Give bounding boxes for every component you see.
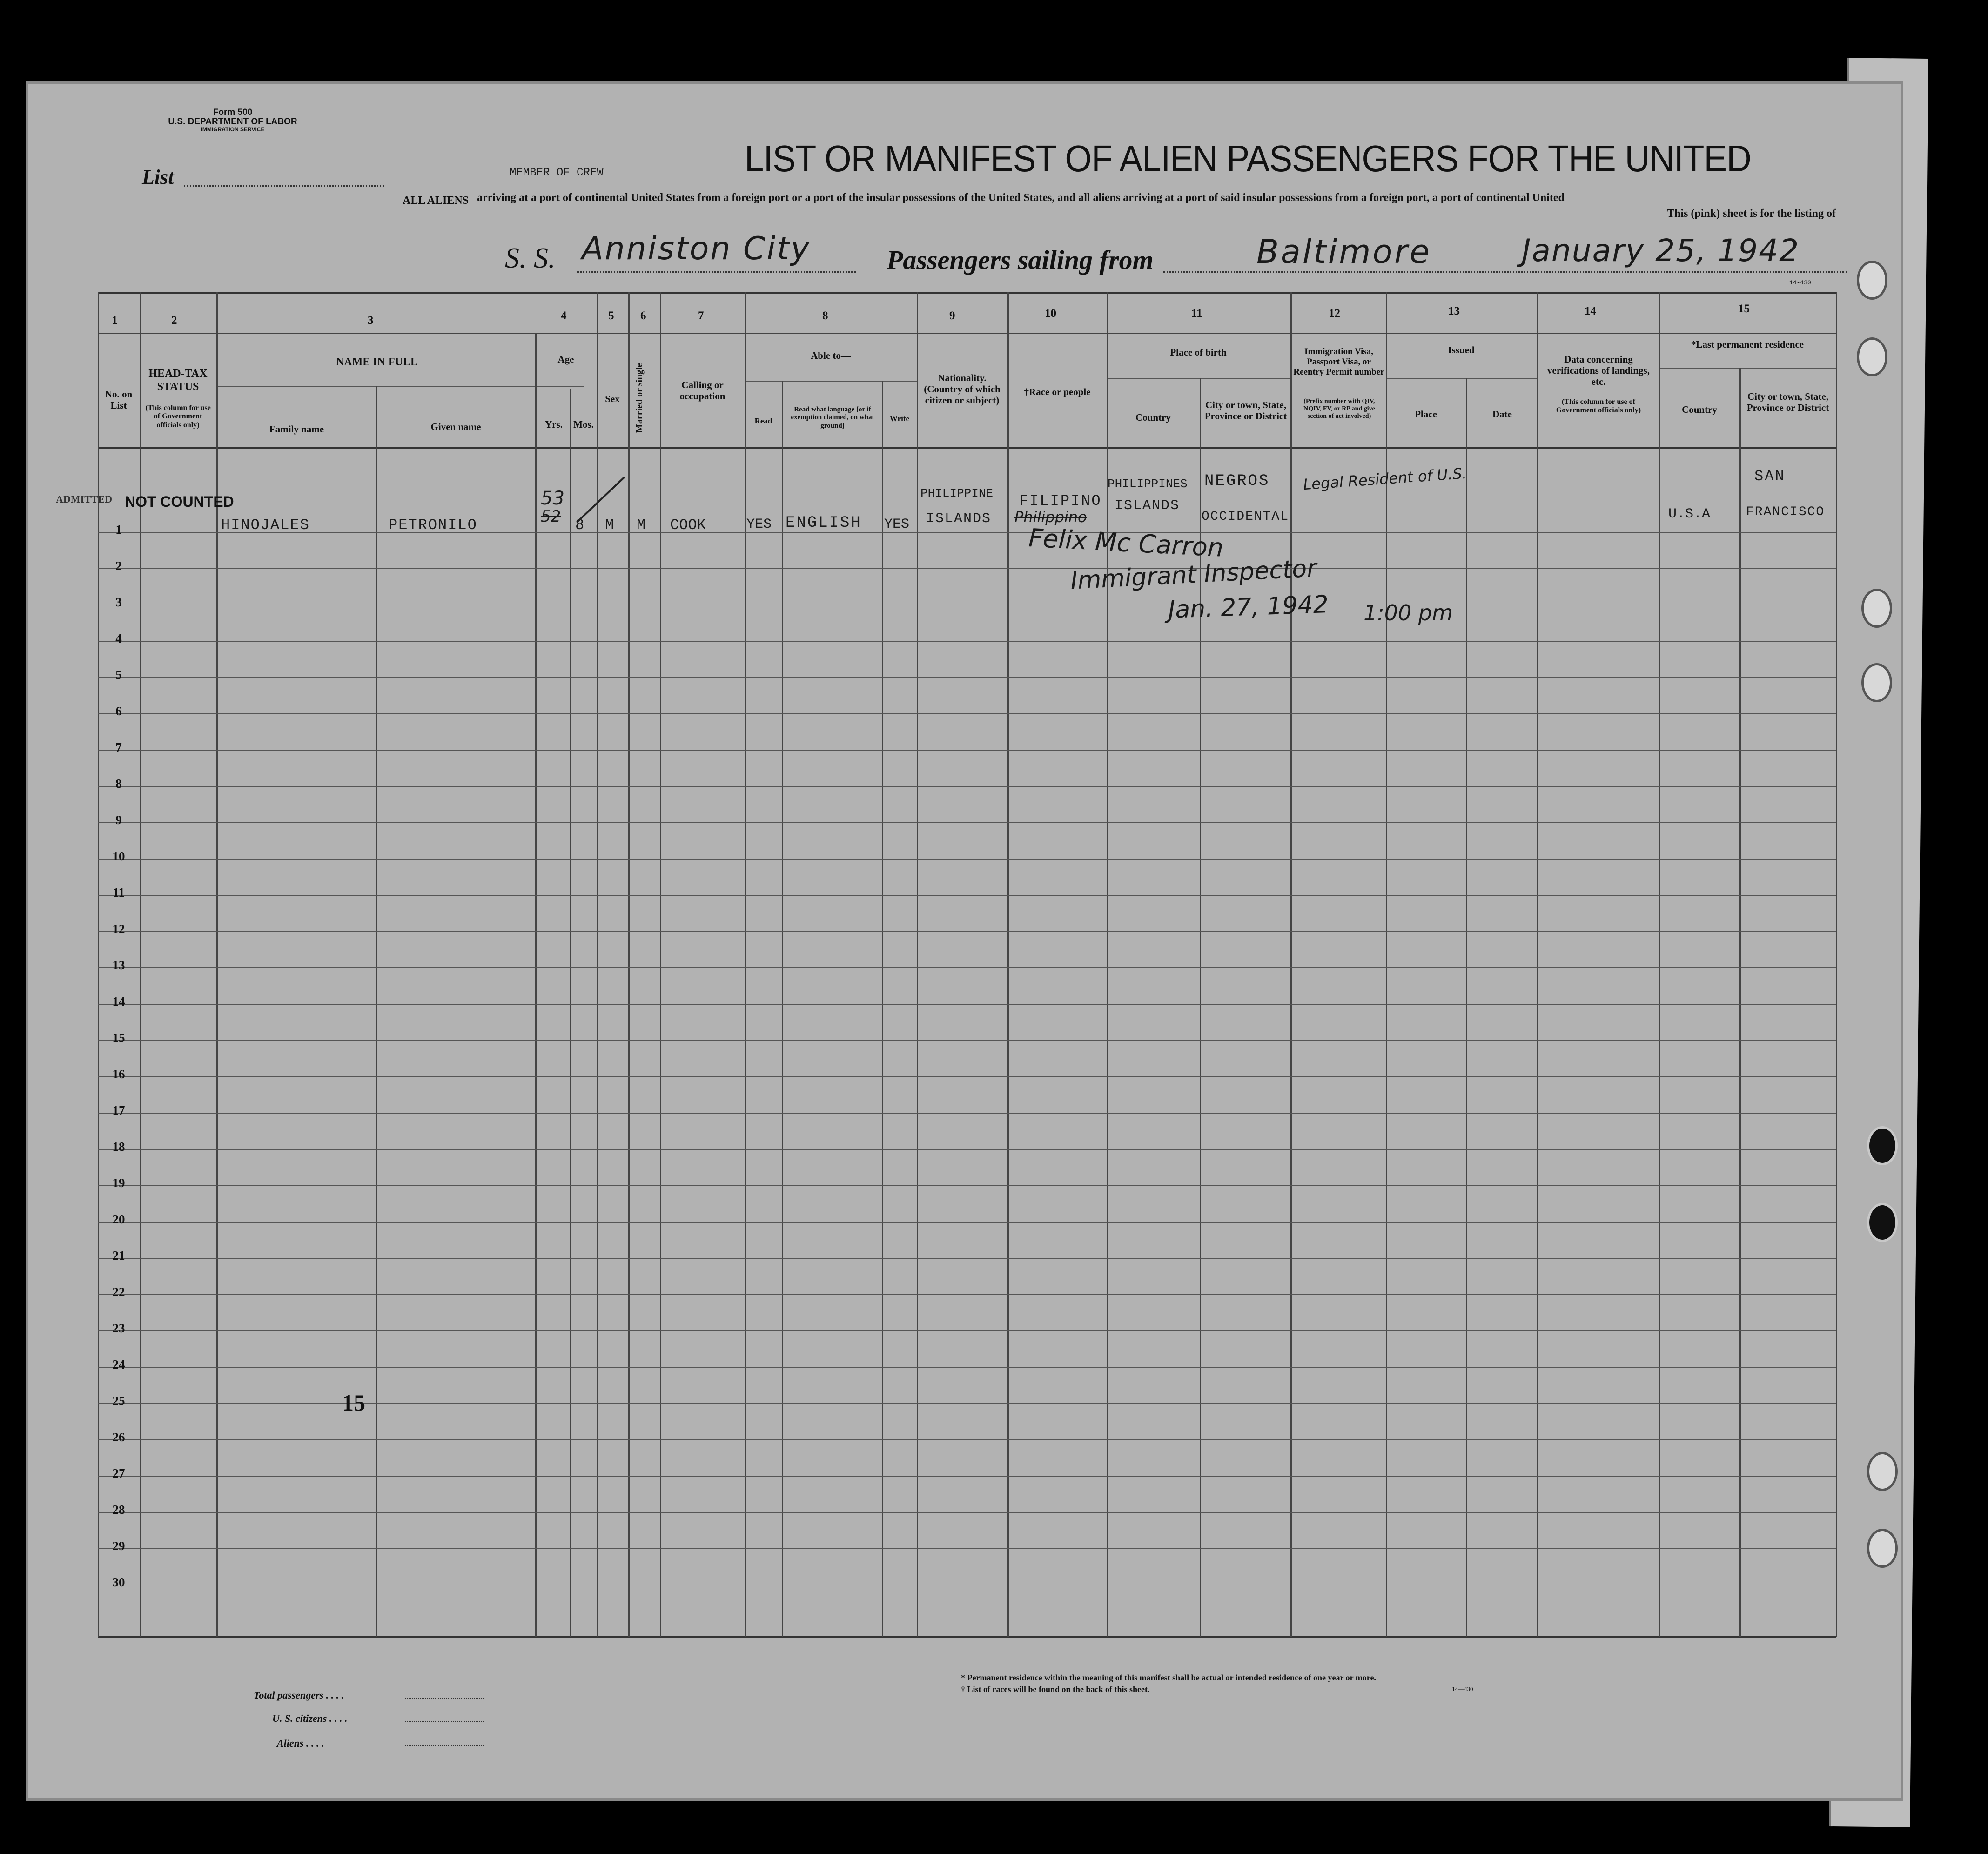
entry-write: YES [884,517,910,532]
entry-race-struck: Philippino [1014,508,1087,526]
column-number: 5 [608,309,614,322]
birth-subheader-line [1107,378,1290,379]
table-row [98,677,1836,678]
table-row [98,1548,1836,1549]
row-number: 20 [112,1212,125,1226]
entry-visa-note: Legal Resident of U.S. [1303,464,1467,494]
header-birth-country: Country [1135,412,1171,423]
entry-race: FILIPINO [1019,492,1102,510]
column-number: 12 [1329,307,1340,320]
column-number: 4 [561,309,567,322]
entry-nationality-1: PHILIPPINE [920,486,994,500]
row-number: 23 [112,1321,125,1335]
header-data-concerning: Data concerning verifications of landings, etc. [1547,354,1650,388]
col-divider [1836,292,1837,1637]
column-number: 14 [1585,305,1596,317]
inspection-time: 1:00 pm [1363,600,1453,625]
count-mark: 15 [342,1390,365,1416]
manifest-sheet [26,81,1903,1801]
ship-name: Anniston City [582,230,811,267]
row-number: 2 [115,559,122,573]
row-number: 1 [115,523,122,537]
column-number: 3 [368,314,374,327]
table-row [98,1330,1836,1331]
issued-subheader-line [1386,378,1537,379]
column-number: 7 [698,309,704,322]
col-divider [376,386,377,1637]
column-number: 1 [112,314,118,327]
table-row [98,859,1836,860]
column-number: 9 [949,309,955,322]
row-number: 27 [112,1466,125,1480]
row-number: 13 [112,958,125,972]
not-counted-stamp: NOT COUNTED [125,493,234,510]
entry-residence-city-1: SAN [1754,468,1786,485]
punch-hole [1857,261,1887,300]
table-row [98,1258,1836,1259]
row-number: 8 [115,777,122,791]
table-row [98,713,1836,714]
col-divider [1290,292,1292,1637]
us-citizens-label: U. S. citizens . . . . [272,1713,348,1724]
column-number: 11 [1191,307,1202,320]
table-row [98,750,1836,751]
table-row [98,1294,1836,1295]
row-number: 16 [112,1067,125,1081]
form-code: 14-430 [1789,279,1811,286]
us-citizens-line [405,1721,484,1722]
header-given-name: Given name [430,421,481,432]
table-row [98,895,1836,896]
entry-birth-country-1: PHILIPPINES [1108,477,1188,491]
row-number: 7 [115,740,122,754]
table-row [98,1040,1836,1041]
residence-subheader-line [1659,368,1836,369]
punch-hole [1857,337,1887,376]
row-number: 17 [112,1103,125,1117]
ship-line [577,271,856,273]
table-row [98,1149,1836,1150]
punch-hole [1861,663,1892,702]
header-bottom-border [98,447,1836,449]
header-issued-place: Place [1415,409,1437,420]
member-of-crew: MEMBER OF CREW [510,167,604,179]
row-number: 28 [112,1503,125,1517]
header-family-name: Family name [269,423,324,435]
age-check-mark [573,475,629,526]
entry-birth-country-2: ISLANDS [1115,498,1180,514]
table-row [98,1476,1836,1477]
entry-age-years: 53 [541,488,564,509]
punch-hole [1867,1452,1898,1491]
punch-hole [1867,1529,1898,1568]
col-divider [535,333,537,1637]
entry-age-months: 8 [575,517,584,534]
header-write: Write [889,414,910,423]
col-divider [745,292,746,1637]
header-age-years: Yrs. [545,419,563,430]
entry-birth-city-2: OCCIDENTAL [1202,510,1290,524]
header-nationality: Nationality. (Country of which citizen or subject) [924,372,1001,406]
entry-occupation: COOK [670,517,706,534]
row-number: 15 [112,1031,125,1045]
manifest-title: LIST OR MANIFEST OF ALIEN PASSENGERS FOR THE UNITED [745,138,1751,179]
table-row [98,822,1836,823]
entry-sex: M [605,517,614,534]
subtitle-sheet-note: This (pink) sheet is for the listing of [1667,208,1836,220]
table-row [98,532,1836,533]
header-no-on-list: No. on List [105,389,133,411]
port-line [1163,271,1847,273]
col-divider [1386,292,1387,1637]
row-number: 25 [112,1394,125,1408]
table-top-border [98,292,1836,294]
header-head-tax: HEAD-TAX STATUS [148,368,208,393]
list-line [184,185,384,187]
punch-hole [1861,589,1892,628]
table-row [98,1076,1836,1077]
column-number: 6 [640,309,646,322]
col-divider [1107,292,1108,1637]
row-number: 19 [112,1176,125,1190]
admitted-stamp: ADMITTED [56,493,113,505]
table-row [98,1222,1836,1223]
header-read: Read [754,416,772,425]
column-number-border [98,333,1836,334]
footer-code: 14—430 [1452,1686,1473,1693]
row-number: 26 [112,1430,125,1444]
table-row [98,967,1836,968]
subtitle-prefix: ALL ALIENS [403,195,469,207]
subtitle: arriving at a port of continental United States from a foreign port or a port of the insular possessions of the United States, and all aliens arriving at a port of said insular possessions from a foreign port, a port of continental United [477,192,1565,204]
inspection-date: Jan. 27, 1942 [1168,591,1329,624]
service-name: IMMIGRATION SERVICE [201,126,265,133]
able-subheader-line [745,381,917,382]
total-passengers-label: Total passengers . . . . [254,1689,344,1701]
column-number: 13 [1448,305,1460,317]
row-number: 4 [115,631,122,645]
row-number: 21 [112,1249,125,1263]
header-sex: Sex [605,393,620,404]
column-number: 15 [1738,302,1750,315]
header-calling: Calling or occupation [679,379,725,402]
aliens-label: Aliens . . . . [277,1737,324,1749]
row-number: 29 [112,1539,125,1553]
header-name-in-full: NAME IN FULL [336,356,418,368]
entry-read: YES [746,517,772,532]
entry-birth-city-1: NEGROS [1204,472,1270,490]
col-divider [1466,378,1467,1637]
header-residence-country: Country [1682,404,1717,415]
row-number: 24 [112,1357,125,1371]
row-number: 5 [115,668,122,682]
col-divider [1659,292,1660,1637]
header-race: †Race or people [1024,386,1091,397]
aliens-line [405,1745,484,1746]
header-age: Age [557,354,574,365]
entry-language: ENGLISH [786,514,862,532]
row-number: 18 [112,1140,125,1154]
row-number: 12 [112,922,125,936]
entry-given-name: PETRONILO [389,517,477,534]
header-birth-city: City or town, State, Province or District [1204,399,1287,422]
table-row [98,786,1836,787]
row-number: 6 [115,704,122,718]
punch-hole [1867,1203,1898,1242]
row-number: 3 [115,595,122,609]
table-row [98,1512,1836,1513]
col-divider [1007,292,1009,1637]
ss-label: S. S. [505,242,556,274]
table-row [98,568,1836,569]
header-visa-note: (Prefix number with QIV, NQIV, FV, or RP and give section of act involved) [1303,398,1375,420]
departure-date: January 25, 1942 [1522,233,1800,269]
header-married: Married or single [634,363,645,433]
column-number: 10 [1045,307,1056,320]
header-place-of-birth: Place of birth [1170,347,1227,358]
column-number: 2 [171,314,177,327]
entry-nationality-2: ISLANDS [926,511,992,527]
table-row [98,1004,1836,1005]
entry-residence-city-2: FRANCISCO [1746,505,1825,519]
departure-port: Baltimore [1256,233,1432,271]
header-issued: Issued [1448,344,1475,356]
col-divider [917,292,918,1637]
table-row [98,1367,1836,1368]
table-row [98,1185,1836,1186]
name-subheader-line [216,386,584,387]
footnote-races: † List of races will be found on the back of this sheet. [961,1685,1150,1694]
header-residence-city: City or town, State, Province or District [1746,391,1829,414]
col-divider [1537,292,1538,1637]
form-header [137,108,328,132]
list-label: List [142,166,174,188]
table-bottom-border [98,1636,1836,1638]
entry-age-struck: 52 [541,507,561,526]
inspector-title: Immigrant Inspector [1069,554,1317,595]
col-divider [660,292,661,1637]
table-row [98,641,1836,642]
row-number: 14 [112,994,125,1008]
header-last-residence: *Last permanent residence [1691,339,1804,350]
row-number: 10 [112,849,125,863]
header-data-note: (This column for use of Government officials only) [1556,398,1641,415]
footnote-residence: * Permanent residence within the meaning of this manifest shall be actual or intended residence of one year or more. [961,1673,1376,1682]
punch-hole [1867,1126,1898,1165]
row-number: 22 [112,1285,125,1299]
column-number: 8 [822,309,828,322]
row-number: 9 [115,813,122,827]
col-divider [570,389,571,1637]
table-row [98,1113,1836,1114]
inspector-signature: Felix Mc Carron [1028,523,1224,563]
entry-marital: M [637,517,646,534]
table-row [98,1439,1836,1440]
table-row [98,931,1836,932]
sailing-label: Passengers sailing from [887,245,1154,275]
col-divider [1740,368,1741,1637]
entry-family-name: HINOJALES [221,517,310,534]
total-passengers-line [405,1698,484,1699]
header-issued-date: Date [1492,409,1512,420]
department-name: U.S. DEPARTMENT OF LABOR [168,116,297,127]
header-able-to: Able to— [811,350,851,361]
entry-residence-country: U.S.A [1668,506,1711,522]
header-read-language: Read what language [or if exemption claimed, on what ground] [791,406,874,430]
form-number: Form 500 [213,107,253,117]
header-age-months: Mos. [573,419,594,430]
row-number: 11 [113,886,125,900]
header-head-tax-note: (This column for use of Government officials only) [145,404,211,429]
row-number: 30 [112,1575,125,1589]
header-visa: Immigration Visa, Passport Visa, or Reentry Permit number [1293,347,1384,377]
